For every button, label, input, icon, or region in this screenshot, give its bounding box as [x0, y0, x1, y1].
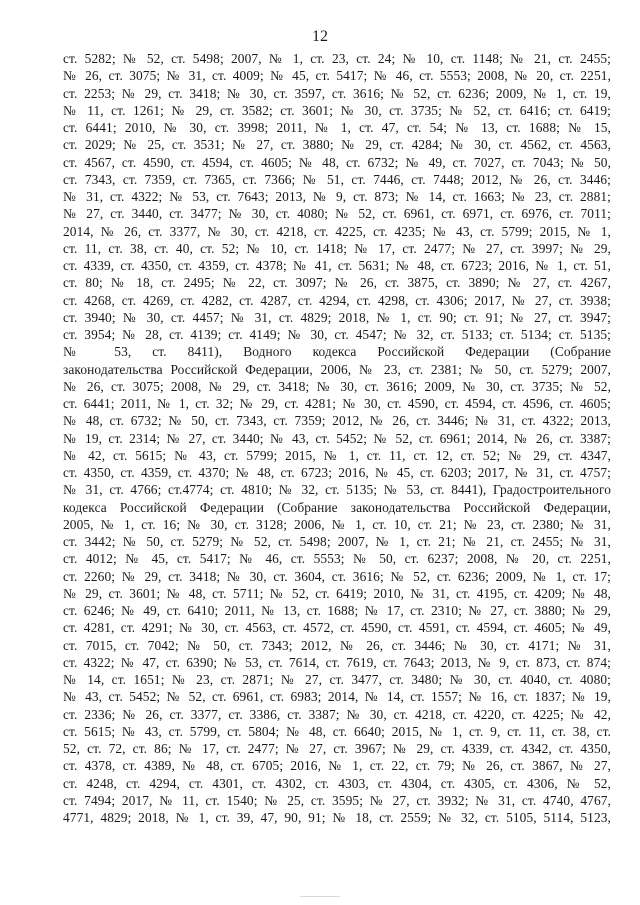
- text-line: № 19, ст. 2314; № 27, ст. 3440; № 43, ст. 5452; № 52, ст. 6961; 2014, № 26, ст. 3387;: [63, 430, 611, 446]
- text-line: ст. 5615; № 43, ст. 5799, ст. 5804; № 48, ст. 6640; 2015, № 1, ст. 9, ст. 11, ст. 38, ст.: [63, 723, 611, 739]
- text-line: ст. 6441; 2011, № 1, ст. 32; № 29, ст. 4281; № 30, ст. 4590, ст. 4594, ст. 4596, ст. 4605;: [63, 396, 611, 411]
- text-line: ст. 4378, ст. 4389, № 48, ст. 6705; 2016, № 1, ст. 22, ст. 79; № 26, ст. 3867, № 27,: [63, 758, 611, 774]
- text-line: ст. 2336; № 26, ст. 3377, ст. 3386, ст. 3387; № 30, ст. 4218, ст. 4220, ст. 4225; № 42,: [63, 706, 611, 722]
- text-line: ст. 4248, ст. 4294, ст. 4301, ст. 4302, ст. 4303, ст. 4304, ст. 4305, ст. 4306, № 52,: [63, 775, 611, 791]
- text-line: № 26, ст. 3075; № 31, ст. 4009; № 45, ст. 5417; № 46, ст. 5553; 2008, № 20, ст. 2251,: [63, 68, 611, 84]
- text-line: ст. 2253; № 29, ст. 3418; № 30, ст. 3597, ст. 3616; № 52, ст. 6236; 2009, № 1, ст. 19,: [63, 85, 611, 101]
- text-line: 2014, № 26, ст. 3377, № 30, ст. 4218, ст. 4225, ст. 4235; № 43, ст. 5799; 2015, № 1,: [63, 223, 611, 239]
- text-line: ст. 80; № 18, ст. 2495; № 22, ст. 3097; № 26, ст. 3875, ст. 3890; № 27, ст. 4267,: [63, 275, 611, 291]
- text-line: ст. 7494; 2017, № 11, ст. 1540; № 25, ст. 3595; № 27, ст. 3932; № 31, ст. 4740, 4767,: [63, 792, 611, 808]
- text-line: 4771, 4829; 2018, № 1, ст. 39, 47, 90, 91; № 18, ст. 2559; № 32, ст. 5105, 5114, 5123,: [63, 810, 611, 825]
- text-line: ст. 3442; № 50, ст. 5279; № 52, ст. 5498; 2007, № 1, ст. 21; № 21, ст. 2455; № 31,: [63, 534, 611, 549]
- body-text: [63, 50, 611, 826]
- page-number: 12: [312, 28, 328, 45]
- text-line: ст. 5282; № 52, ст. 5498; 2007, № 1, ст. 23, ст. 24; № 10, ст. 1148; № 21, ст. 2455;: [63, 51, 611, 66]
- text-line: ст. 4012; № 45, ст. 5417; № 46, ст. 5553; № 50, ст. 6237; 2008, № 20, ст. 2251,: [63, 551, 611, 567]
- text-line: № 14, ст. 1651; № 23, ст. 2871; № 27, ст. 3477, ст. 3480; № 30, ст. 4040, ст. 4080;: [63, 672, 611, 687]
- text-line: ст. 6441; 2010, № 30, ст. 3998; 2011, № 1, ст. 47, ст. 54; № 13, ст. 1688; № 15,: [63, 120, 611, 135]
- text-line: ст. 3954; № 28, ст. 4139; ст. 4149; № 30, ст. 4547; № 32, ст. 5133; ст. 5134; ст. 5135;: [63, 327, 611, 342]
- text-line: ст. 4350, ст. 4359, ст. 4370; № 48, ст. 6723; 2016, № 45, ст. 6203; 2017, № 31, ст. 4757;: [63, 465, 611, 480]
- text-line: № 48, ст. 6732; № 50, ст. 7343, ст. 7359; 2012, № 26, ст. 3446; № 31, ст. 4322; 2013,: [63, 413, 611, 429]
- text-line: ст. 6246; № 49, ст. 6410; 2011, № 13, ст. 1688; № 17, ст. 2310; № 27, ст. 3880; № 29,: [63, 603, 611, 618]
- text-line: законодательства Российской Федерации, 2006, № 23, ст. 2381; № 50, ст. 5279; 2007,: [63, 361, 611, 377]
- text-line: ст. 2029; № 25, ст. 3531; № 27, ст. 3880; № 29, ст. 4284; № 30, ст. 4562, ст. 4563,: [63, 137, 611, 153]
- scan-mark: [300, 896, 340, 897]
- text-line: № 31, ст. 4766; ст.4774; ст. 4810; № 32, ст. 5135; № 53, ст. 8441), Градостроительного: [63, 482, 611, 498]
- text-line: 52, ст. 72, ст. 86; № 17, ст. 2477; № 27, ст. 3967; № 29, ст. 4339, ст. 4342, ст. 4350,: [63, 741, 611, 756]
- text-line: кодекса Российской Федерации (Собрание законодательства Российской Федерации,: [63, 499, 611, 515]
- text-line: № 27, ст. 3440, ст. 3477; № 30, ст. 4080; № 52, ст. 6961, ст. 6971, ст. 6976, ст. 7011;: [63, 206, 611, 222]
- text-line: ст. 4322; № 47, ст. 6390; № 53, ст. 7614, ст. 7619, ст. 7643; 2013, № 9, ст. 873, ст. 874;: [63, 654, 611, 670]
- text-line: ст. 2260; № 29, ст. 3418; № 30, ст. 3604, ст. 3616; № 52, ст. 6236; 2009, № 1, ст. 17;: [63, 568, 611, 584]
- text-line: № 42, ст. 5615; № 43, ст. 5799; 2015, № 1, ст. 11, ст. 12, ст. 52; № 29, ст. 4347,: [63, 447, 611, 463]
- text-line: № 11, ст. 1261; № 29, ст. 3582; ст. 3601; № 30, ст. 3735; № 52, ст. 6416; ст. 6419;: [63, 102, 611, 118]
- text-line: ст. 11, ст. 38, ст. 40, ст. 52; № 10, ст. 1418; № 17, ст. 2477; № 27, ст. 3997; № 29,: [63, 240, 611, 256]
- text-line: № 26, ст. 3075; 2008, № 29, ст. 3418; № 30, ст. 3616; 2009, № 30, ст. 3735; № 52,: [63, 378, 611, 394]
- text-line: № 53, ст. 8411), Водного кодекса Российской Федерации (Собрание: [63, 344, 611, 360]
- text-line: ст. 4339, ст. 4350, ст. 4359, ст. 4378; № 41, ст. 5631; № 48, ст. 6723; 2016, № 1, ст. 51,: [63, 258, 611, 273]
- text-line: № 29, ст. 3601; № 48, ст. 5711; № 52, ст. 6419; 2010, № 31, ст. 4195, ст. 4209; № 48,: [63, 585, 611, 601]
- text-line: № 31, ст. 4322; № 53, ст. 7643; 2013, № 9, ст. 873; № 14, ст. 1663; № 23, ст. 2881;: [63, 189, 611, 204]
- text-line: ст. 7343, ст. 7359, ст. 7365, ст. 7366; № 51, ст. 7446, ст. 7448; 2012, № 26, ст. 3446;: [63, 171, 611, 187]
- text-line: 2005, № 1, ст. 16; № 30, ст. 3128; 2006, № 1, ст. 10, ст. 21; № 23, ст. 2380; № 31,: [63, 516, 611, 532]
- text-line: ст. 4268, ст. 4269, ст. 4282, ст. 4287, ст. 4294, ст. 4298, ст. 4306; 2017, № 27, ст. 3938;: [63, 292, 611, 308]
- text-line: ст. 7015, ст. 7042; № 50, ст. 7343; 2012, № 26, ст. 3446; № 30, ст. 4171; № 31,: [63, 637, 611, 653]
- text-line: ст. 4567, ст. 4590, ст. 4594, ст. 4605; № 48, ст. 6732; № 49, ст. 7027, ст. 7043; № 50,: [63, 154, 611, 170]
- text-line: № 43, ст. 5452; № 52, ст. 6961, ст. 6983; 2014, № 14, ст. 1557; № 16, ст. 1837; № 19,: [63, 689, 611, 705]
- text-line: ст. 4281, ст. 4291; № 30, ст. 4563, ст. 4572, ст. 4590, ст. 4591, ст. 4594, ст. 4605; № 49,: [63, 620, 611, 636]
- text-line: ст. 3940; № 30, ст. 4457; № 31, ст. 4829; 2018, № 1, ст. 90; ст. 91; № 27, ст. 3947;: [63, 309, 611, 325]
